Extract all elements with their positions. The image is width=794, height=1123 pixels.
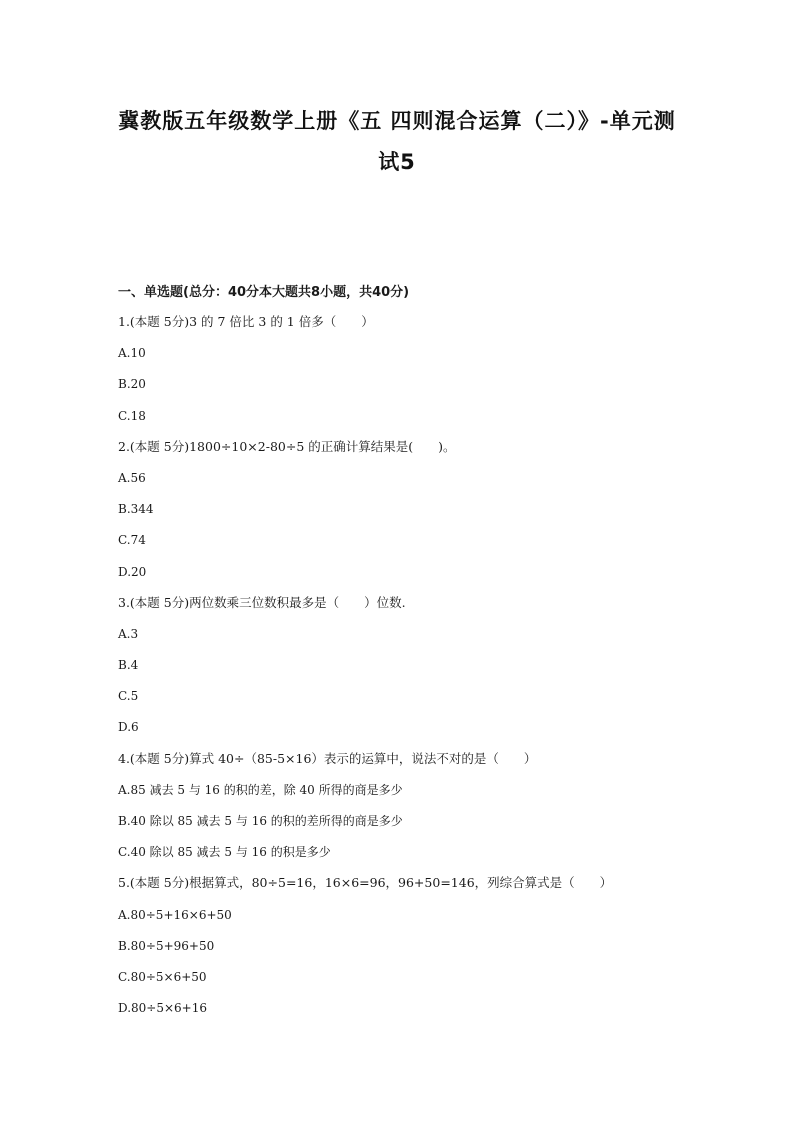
question-2-option-c: C.74 [118,533,146,548]
question-list [118,312,718,1029]
question-5-stem: 5.(本题 5分)根据算式，80÷5=16，16×6=96，96+50=146，列综合算式是（ ） [118,875,613,891]
question-2-option-b: B.344 [118,502,154,517]
question-3-option-b: B.4 [118,658,139,673]
section-heading: 一、单选题(总分：40分本大题共8小题，共40分) [118,285,410,300]
question-5-option-a: A.80÷5+16×6+50 [118,907,232,922]
question-3-option-d: D.6 [118,720,139,735]
question-3-option-a: A.3 [118,626,139,641]
question-4-option-c: C.40 除以 85 减去 5 与 16 的积是多少 [118,845,331,860]
question-1-stem: 1.(本题 5分)3 的 7 倍比 3 的 1 倍多（ ） [118,314,374,329]
question-1-option-a: A.10 [118,346,146,361]
question-1-option-c: C.18 [118,408,146,423]
document-title-line-1: 冀教版五年级数学上册《五 四则混合运算（二）》-单元测 [118,109,676,133]
question-2-option-a: A.56 [118,470,146,485]
question-5-option-c: C.80÷5×6+50 [118,969,207,984]
question-4-option-a: A.85 减去 5 与 16 的积的差，除 40 所得的商是多少 [118,782,403,797]
question-4-option-b: B.40 除以 85 减去 5 与 16 的积的差所得的商是多少 [118,814,403,828]
question-5-option-d: D.80÷5×6+16 [118,1001,207,1016]
question-1-option-b: B.20 [118,377,146,392]
question-4-stem: 4.(本题 5分)算式 40÷（85-5×16）表示的运算中，说法不对的是（ ） [118,750,537,766]
document-title-line-2: 试5 [378,150,416,174]
question-3-stem: 3.(本题 5分)两位数乘三位数积最多是（ ）位数. [118,594,406,610]
question-2-option-d: D.20 [118,564,147,579]
question-3-option-c: C.5 [118,689,139,704]
question-5-option-b: B.80÷5+96+50 [118,938,215,953]
question-2-stem: 2.(本题 5分)1800÷10×2-80÷5 的正确计算结果是( )。 [118,438,456,454]
